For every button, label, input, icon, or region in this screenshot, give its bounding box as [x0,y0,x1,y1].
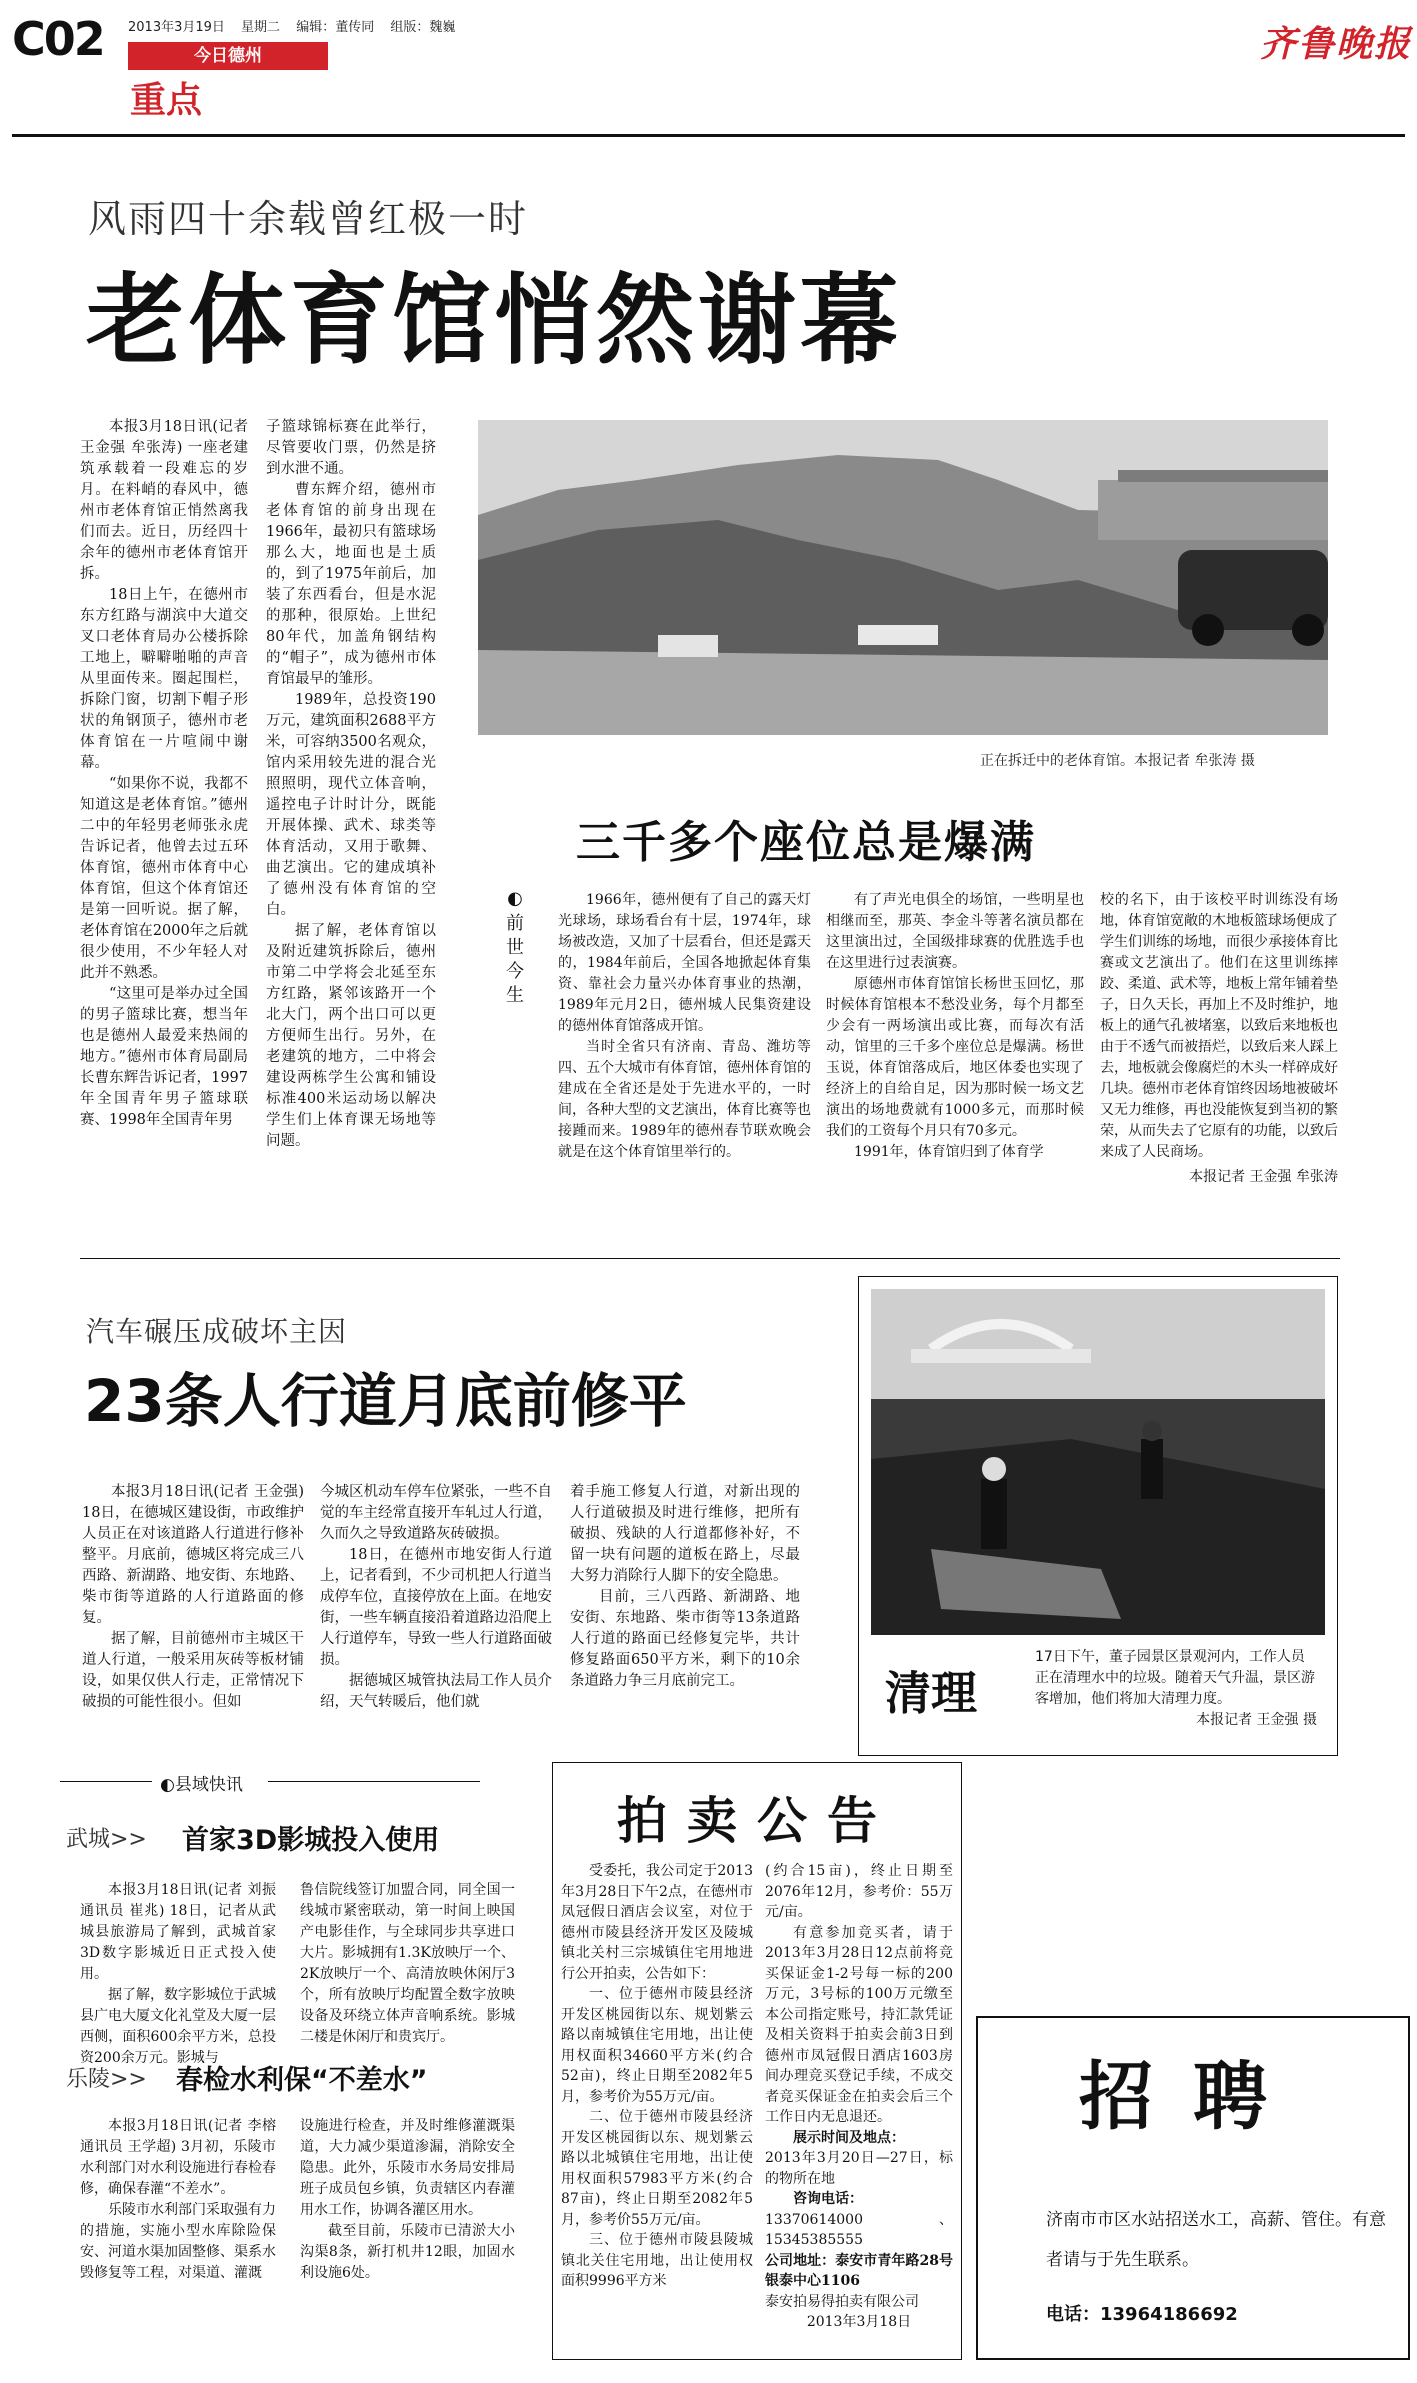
side-label-text: 前世今生 [506,913,524,1006]
article2-col3 [570,1482,800,1692]
auction-address: 公司地址：泰安市青年路28号银泰中心1106 [765,2252,953,2289]
paragraph: 乐陵市水利部门采取强有力的措施，实施小型水库除险保安、河道水渠加固整修、渠系水毁修复等工程，对渠道、灌溉 [80,2202,276,2281]
county-item2-col1 [80,2116,276,2284]
recruit-phone: 电话：13964186692 [1046,2304,1238,2325]
article1-col1 [80,417,248,1131]
county-item2-place: 乐陵>> [66,2067,147,2092]
header-rule [12,134,1405,137]
paragraph: 1991年，体育馆归到了体育学 [854,1144,1044,1160]
header-weekday: 星期二 [241,20,281,35]
header-layout: 组版：魏巍 [390,20,456,35]
auction-col1 [561,1861,753,2292]
cleanup-photo-art [871,1289,1325,1635]
paragraph: 三、位于德州市陵县陵城镇北关住宅用地，出让使用权面积9996平方米 [561,2232,753,2289]
demolition-photo-art [478,420,1328,735]
auction-box [552,1762,962,2360]
article2-kicker: 汽车碾压成破坏主因 [86,1315,348,1348]
paragraph: 原德州市体育馆馆长杨世玉回忆，那时候体育馆根本不愁没业务，每个月都至少会有一两场演出或比赛，而每次有活动，馆里的三千多个座位总是爆满。杨世玉说，体育馆落成后，地区体委也实现了经济上的自给自足，因为那时候一场文艺演出的场地费就有1000多元，而那时候我们的工资每个月只有70多元。 [826,976,1084,1139]
auction-phone: 13370614000、15345385555 [765,2211,953,2248]
header-date: 2013年3月19日 [128,20,225,35]
cleanup-photo-caption [1035,1647,1317,1731]
demolition-photo-caption: 正在拆迁中的老体育馆。本报记者 牟张涛 摄 [980,753,1255,769]
article1-subheadline: 三千多个座位总是爆满 [576,817,1036,868]
header-meta [128,16,455,35]
paragraph: “如果你不说，我都不知道这是老体育馆。”德州二中的年轻男老师张永虎告诉记者，他曾去过五环体育馆，德州市体育中心体育馆，但这个体育馆还是第一回听说。据了解，老体育馆在2000年之后就很少使用，不少年轻人对此并不熟悉。 [80,776,248,981]
cleanup-caption-credit: 本报记者 王金强 摄 [1196,1712,1317,1728]
article1-sub-col3 [1100,890,1338,1188]
county-item1-col1 [80,1880,276,2069]
paragraph: 据了解，目前德州市主城区干道人行道，一般采用灰砖等板材铺设，如果仅供人行走，正常情况下破损的可能性很小。但如 [82,1631,304,1710]
article1-col2 [266,417,436,1152]
paragraph: 设施进行检查，并及时维修灌溉渠道，大力减少渠道渗漏，消除安全隐患。此外，乐陵市水务局安排局班子成员包乡镇，负责辖区内春灌用水工作，协调各灌区用水。 [300,2118,515,2218]
paragraph: 鲁信院线签订加盟合同，同全国一线城市紧密联动，第一时间上映国产电影佳作，与全球同步共享进口大片。影城拥有1.3K放映厅一个、2K放映厅一个、高清放映休闲厅3个，所有放映厅均配置全数字放映设备及环绕立体声音响系统。影城二楼是休闲厅和贵宾厅。 [300,1882,515,2045]
article1-bottom-rule [80,1258,1340,1259]
county-item1-col2 [300,1880,515,2048]
county-rule-left [60,1781,152,1782]
cleanup-photo-label: 清理 [885,1666,977,1720]
cleanup-photo [871,1289,1325,1635]
paragraph: 截至目前，乐陵市已清淤大小沟渠8条，新打机井12眼，加固水利设施6处。 [300,2223,515,2281]
paper-logo: 齐鲁晚报 [1260,23,1413,65]
recruit-title: 招聘 [1079,2054,1307,2140]
auction-title: 拍卖公告 [617,1792,897,1850]
auction-col2 [765,1861,953,2333]
county-news-icon: ◐ [160,1775,175,1795]
recruit-body: 济南市市区水站招送水工，高薪、管住。有意者请与于先生联系。 [1046,2210,1386,2270]
paragraph: 校的名下，由于该校平时训练没有场地，体育馆宽敞的木地板篮球场便成了学生们训练的场地，而很少承接体育比赛或文艺演出了。他们在这里训练摔跤、柔道、武术等，地板上常年铺着垫子，日久天长，再加上不及时维护，地板上的通气孔被堵塞，以致后来地板也由于不透气而被捂烂，以致后来人踩上去，地板就会像腐烂的木头一样碎成好几块。德州市老体育馆终因场地被破坏又无力维修，再也没能恢复到当初的繁荣，从而失去了它原有的功能，以致后来成了人民商场。 [1100,892,1338,1160]
article1-kicker: 风雨四十余载曾红极一时 [88,197,529,241]
paragraph: 受委托，我公司定于2013年3月28日下午2点，在德州市凤冠假日酒店会议室，对位于德州市陵县经济开发区及陵城镇北关村三宗城镇住宅用地进行公开拍卖，公告如下： [561,1863,753,1982]
auction-show-time-label: 展示时间及地点： [793,2129,905,2146]
paragraph: 18日，在德州市地安街人行道上，记者看到，不少司机把人行道当成停车位，直接停放在上面。在地安街，一些车辆直接沿着道路边沿爬上人行道停车，导致一些人行道路面破损。 [320,1547,552,1668]
paragraph: 子篮球锦标赛在此举行，尽管要收门票，仍然是挤到水泄不通。 [266,419,436,477]
article1-headline: 老体育馆悄然谢幕 [86,264,903,378]
article1-sub-col1 [558,890,811,1163]
cleanup-photo-box [858,1276,1338,1756]
paragraph: 目前，三八西路、新湖路、地安街、东地路、柴市街等13条道路人行道的路面已经修复完毕，共计修复路面650平方米，剩下的10余条道路力争三月底前完工。 [570,1589,800,1689]
county-item2-title: 春检水利保“不差水” [176,2065,428,2096]
article1-sub-col2 [826,890,1084,1163]
paragraph: 本报3月18日讯(记者 王金强) 18日，在德城区建设街，市政维护人员正在对该道路人行道进行修补整平。月底前，德城区将完成三八西路、新湖路、地安街、东地路、柴市街等道路的人行道路面的修复。 [82,1484,304,1626]
section-name: 重点 [130,80,203,121]
paragraph: “这里可是举办过全国的男子篮球比赛，想当年也是德州人最爱来热闹的地方。”德州市体育局副局长曹东辉告诉记者，1997年全国青年男子篮球联赛、1998年全国青年男 [80,986,248,1128]
auction-show-time: 2013年3月20日—27日，标的物所在地 [765,2150,953,2187]
county-rule-right [268,1781,480,1782]
auction-company: 泰安拍易得拍卖有限公司 [765,2293,919,2310]
paragraph: 本报3月18日讯(记者 李榕 通讯员 王学超) 3月初，乐陵市水利部门对水利设施进行春检春修，确保春灌“不差水”。 [80,2118,276,2197]
demolition-photo [478,420,1328,735]
paragraph: 据了解，数字影城位于武城县广电大厦文化礼堂及大厦一层西侧，面积600余平方米，总投资200余万元。影城与 [80,1987,276,2066]
cleanup-caption-text: 17日下午，董子园景区景观河内，工作人员正在清理水中的垃圾。随着天气升温，景区游客增加，他们将加大清理力度。 [1035,1649,1315,1707]
side-label-qianshijinsheng [502,886,528,1008]
header-editor: 编辑：董传同 [296,20,375,35]
section-tag: 今日德州 [128,42,328,70]
paragraph: 据德城区城管执法局工作人员介绍，天气转暖后，他们就 [320,1673,552,1710]
paragraph: 着手施工修复人行道，对新出现的人行道破损及时进行维修，把所有破损、残缺的人行道都修补好，不留一块有问题的道板在路上，尽最大努力消除行人脚下的安全隐患。 [570,1484,800,1584]
recruit-box [976,2016,1410,2360]
paragraph: 1989年，总投资190万元，建筑面积2688平方米，可容纳3500名观众，馆内采用较先进的混合光照照明，现代立体音响，遥控电子计时计分，既能开展体操、武术、球类等体育活动，又用于歌舞、曲艺演出。它的建成填补了德州没有体育馆的空白。 [266,692,436,918]
page-code: C02 [12,12,104,66]
article2-col2 [320,1482,552,1713]
county-item1-place: 武城>> [66,1827,147,1852]
paragraph: 曹东辉介绍，德州市老体育馆的前身出现在1966年，最初只有篮球场那么大，地面也是土质的，到了1975年前后，加装了东西看台，但是水泥的那种，很原始。上世纪80年代，加盖角钢结构的“帽子”，成为德州市体育馆最早的雏形。 [266,482,436,687]
paragraph: 二、位于德州市陵县经济开发区桃园街以东、规划紫云路以北城镇住宅用地，出让使用权面积57983平方米(约合87亩)，终止日期至2082年5月，参考价55万元/亩。 [561,2109,753,2228]
paragraph: (约合15亩)，终止日期至2076年12月，参考价：55万元/亩。 [765,1863,953,1920]
paragraph: 1966年，德州便有了自己的露天灯光球场，球场看台有十层，1974年，球场被改造，又加了十层看台，但还是露天的，1984年前后，全国各地掀起体育集资、靠社会力量兴办体育事业的热潮，1989年元月2日，德州城人民集资建设的德州体育馆落成开馆。 [558,892,811,1034]
county-item1-title: 首家3D影城投入使用 [182,1825,440,1856]
paragraph: 18日上午，在德州市东方红路与湖滨中大道交叉口老体育局办公楼拆除工地上，噼噼啪啪的声音从里面传来。圈起围栏，拆除门窗，切割下帽子形状的角钢顶子，德州市老体育馆在一片喧闹中谢幕。 [80,587,248,771]
side-label-dot: ◐ [507,888,523,909]
county-news-label-text: 县域快讯 [174,1775,243,1795]
article1-sign: 本报记者 王金强 牟张涛 [1189,1169,1338,1185]
county-news-label [160,1770,243,1795]
paragraph: 本报3月18日讯(记者 刘振 通讯员 崔兆) 18日，记者从武城县旅游局了解到，武城首家3D数字影城近日正式投入使用。 [80,1882,276,1982]
paragraph: 一、位于德州市陵县经济开发区桃园街以东、规划紫云路以南城镇住宅用地，出让使用权面积34660平方米(约合52亩)，终止日期至2082年5月，参考价为55万元/亩。 [561,1986,753,2105]
paragraph: 有意参加竞买者，请于2013年3月28日12点前将竞买保证金1-2号每一标的200万元，3号标的100万元缴至本公司指定账号，持汇款凭证及相关资料于拍卖会前3日到德州市凤冠假日酒店1603房间办理竞买登记手续，不成交者竞买保证金在拍卖会后三个工作日内无息退还。 [765,1924,953,2125]
article2-col1 [82,1482,304,1713]
auction-date: 2013年3月18日 [806,2314,912,2330]
paragraph: 有了声光电俱全的场馆，一些明星也相继而至，那英、李金斗等著名演员都在这里演出过，全国级排球赛的优胜选手也在这里进行过表演赛。 [826,892,1084,971]
paragraph: 当时全省只有济南、青岛、潍坊等四、五个大城市有体育馆，德州体育馆的建成在全省还是处于先进水平的，一时间，各种大型的文艺演出，体育比赛等也接踵而来。1989年的德州春节联欢晚会就是在这个体育馆里举行的。 [558,1039,811,1160]
article2-headline: 23条人行道月底前修平 [84,1367,687,1435]
paragraph: 本报3月18日讯(记者 王金强 牟张涛) 一座老建筑承载着一段难忘的岁月。在料峭的春风中，德州市老体育馆正悄然离我们而去。近日，历经四十余年的德州市老体育馆开拆。 [80,419,248,582]
paragraph: 据了解，老体育馆以及附近建筑拆除后，德州市第二中学将会北延至东方红路，紧邻该路开一个北大门，两个出口可以更方便师生出行。另外，在老建筑的地方，二中将会建设两栋学生公寓和铺设标准400米运动场以解决学生们上体育课无场地等问题。 [266,923,436,1149]
county-item2-col2 [300,2116,515,2284]
auction-phone-label: 咨询电话： [793,2191,863,2207]
paragraph: 今城区机动车停车位紧张，一些不自觉的车主经常直接开车轧过人行道，久而久之导致道路灰砖破损。 [320,1484,552,1542]
